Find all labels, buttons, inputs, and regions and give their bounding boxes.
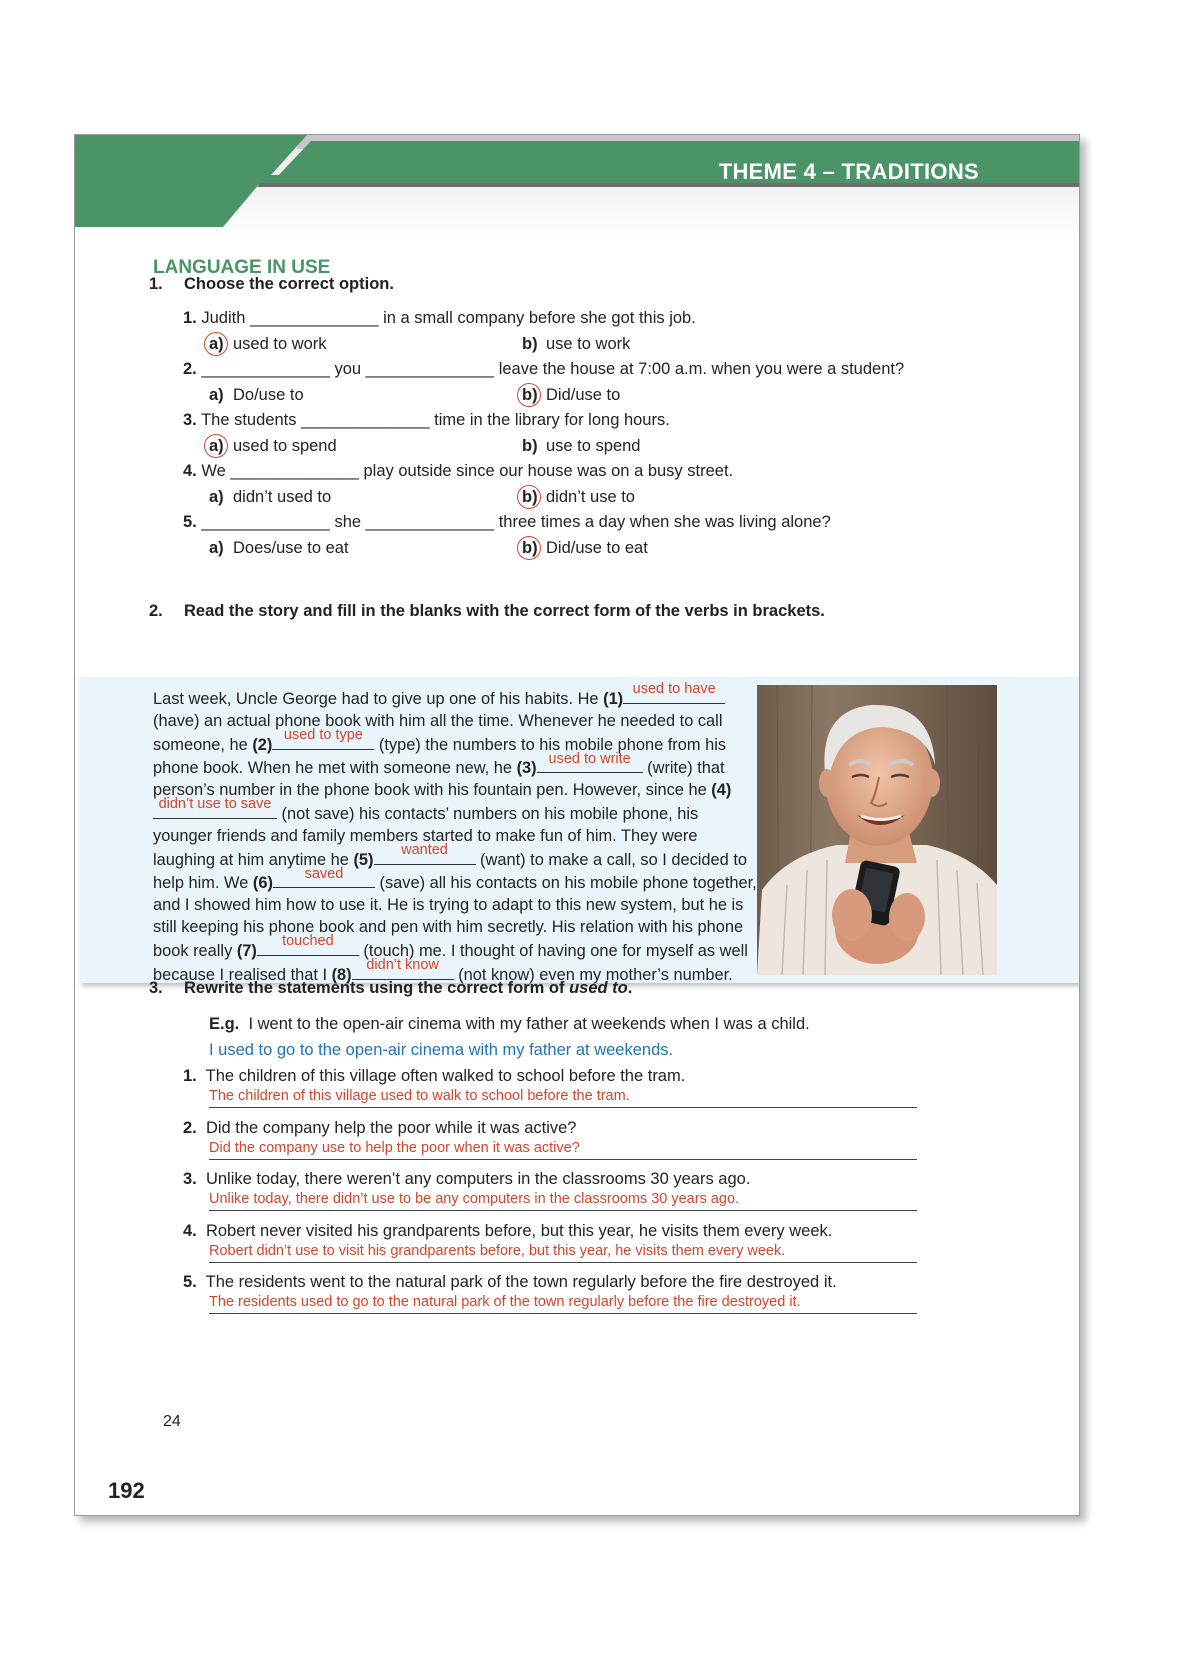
ex3-instruction	[184, 979, 632, 998]
option-text: didn’t used to	[233, 488, 332, 506]
banner-graphic	[75, 135, 1079, 239]
story-segment: (save) all his contacts on his mobile phone together, and I showed him how to use it. He is trying to adapt to this new system, but he is still keeping his phone book and pen with him secretly. His relation with his phone book really	[153, 874, 757, 960]
blank-4[interactable]	[153, 796, 277, 819]
answer-4: didn’t use to save	[158, 796, 272, 813]
theme-banner	[75, 135, 1079, 239]
question-text: Did the company help the poor while it was active?	[205, 1119, 577, 1137]
story-segment: (type) the numbers to his mobile phone from his phone book. When he met with someone new, he	[153, 735, 727, 778]
question-mid: she	[334, 513, 362, 531]
blank-3[interactable]	[537, 750, 643, 773]
ex3-question	[183, 1170, 750, 1189]
ex3-question	[183, 1273, 837, 1292]
example-label: E.g.	[209, 1015, 240, 1033]
question-post: play outside since our house was on a busy street.	[363, 462, 734, 480]
blank-number: (5)	[353, 850, 374, 869]
blank-1[interactable]	[623, 681, 725, 704]
ex3-answer-line[interactable]: The residents used to go to the natural park of the town regularly before the fire destroyed it.	[209, 1293, 917, 1314]
option-label: b)	[522, 335, 538, 353]
ex3-example	[209, 1015, 810, 1034]
ex1-instruction: Choose the correct option.	[184, 275, 394, 293]
option-label: a)	[209, 335, 233, 354]
ex1-option-b[interactable]	[522, 335, 630, 354]
question-number: 3.	[183, 1170, 197, 1188]
question-blank[interactable]: ______________	[301, 411, 430, 429]
blank-number: (4)	[711, 781, 732, 800]
story-text	[153, 681, 758, 986]
story-segment: (want) to make a call, so I decided to help him. We	[153, 850, 747, 893]
example-answer: I used to go to the open-air cinema with my father at weekends.	[209, 1041, 674, 1059]
story-segment: (have) an actual phone book with him all the time. Whenever he needed to call someone, he	[153, 711, 723, 754]
ex1-option-a[interactable]	[209, 335, 327, 354]
option-text: use to work	[546, 335, 631, 353]
ex1-option-b[interactable]	[522, 539, 648, 558]
ex1-question	[183, 360, 904, 379]
story-segment: (touch) me. I thought of having one for myself as well because I realised that I	[153, 941, 748, 984]
ex1-question	[183, 411, 670, 430]
option-label: b)	[522, 437, 538, 455]
blank-number: (7)	[236, 941, 257, 960]
ex3-answer-line[interactable]: Did the company use to help the poor when it was active?	[209, 1139, 917, 1160]
option-text: used to spend	[233, 437, 337, 455]
option-label: a)	[209, 488, 224, 506]
question-post: three times a day when she was living alone?	[498, 513, 831, 531]
ex3-answer-line[interactable]: The children of this village used to walk to school before the tram.	[209, 1087, 917, 1108]
answer-8: didn’t know	[366, 956, 439, 973]
question-mid: you	[334, 360, 362, 378]
theme-title: THEME 4 – TRADITIONS	[718, 159, 979, 184]
option-text: used to work	[233, 335, 327, 353]
question-pre: We	[201, 462, 226, 480]
story-segment: (not save) his contacts’ numbers on his mobile phone, his younger friends and family members started to make fun of him. They were laughing at him anytime he	[153, 804, 699, 869]
blank-2[interactable]	[272, 726, 374, 750]
question-text: The children of this village often walked to school before the tram.	[205, 1067, 686, 1085]
ex1-option-a[interactable]	[209, 386, 304, 405]
answer-5: wanted	[401, 841, 448, 858]
worksheet-page	[74, 134, 1080, 1516]
option-label: a)	[209, 386, 224, 404]
question-blank[interactable]: ______________	[201, 360, 330, 378]
blank-number: (3)	[516, 759, 537, 778]
question-number: 1.	[183, 309, 197, 327]
outer-page-number: 192	[108, 1478, 145, 1503]
ex3-question	[183, 1067, 685, 1086]
question-text: The residents went to the natural park of the town regularly before the fire destroyed it.	[205, 1273, 837, 1291]
answer-1: used to have	[632, 681, 716, 698]
section-title: LANGUAGE IN USE	[153, 257, 331, 278]
ex3-instruction-pre: Rewrite the statements using the correct form of	[184, 979, 570, 997]
question-blank[interactable]: ______________	[365, 513, 495, 531]
question-number: 4.	[183, 462, 197, 480]
ex2-instruction: Read the story and fill in the blanks with the correct form of the verbs in brackets.	[184, 602, 825, 620]
option-text: Did/use to	[546, 386, 621, 404]
ex3-question	[183, 1119, 576, 1138]
question-blank[interactable]: ______________	[249, 309, 379, 327]
answer-6: saved	[304, 865, 344, 882]
question-post: leave the house at 7:00 a.m. when you were a student?	[498, 360, 905, 378]
question-number: 3.	[183, 411, 197, 429]
option-text: Did/use to eat	[546, 539, 648, 557]
story-segment: (write) that person’s number in the phone book with his fountain pen. However, since he	[153, 759, 725, 800]
question-number: 5.	[183, 513, 197, 531]
option-text: use to spend	[546, 437, 641, 455]
example-sentence: I went to the open-air cinema with my father at weekends when I was a child.	[248, 1015, 810, 1033]
option-label: a)	[209, 539, 224, 557]
answer-2: used to type	[283, 726, 363, 743]
option-text: didn’t use to	[546, 488, 635, 506]
question-blank[interactable]: ______________	[365, 360, 495, 378]
ex3-number: 3.	[149, 979, 163, 997]
question-post: in a small company before she got this job.	[383, 309, 696, 327]
blank-5[interactable]	[374, 841, 476, 865]
ex3-instruction-post: .	[627, 979, 633, 997]
ex1-question	[183, 513, 831, 532]
ex1-option-a[interactable]	[209, 488, 331, 507]
question-blank[interactable]: ______________	[230, 462, 359, 480]
ex1-option-b[interactable]	[522, 437, 641, 456]
ex1-option-a[interactable]	[209, 437, 337, 456]
blank-number: (8)	[331, 965, 352, 984]
option-label: a)	[209, 437, 233, 456]
question-pre: The students	[201, 411, 297, 429]
blank-number: (1)	[603, 690, 624, 708]
ex1-number: 1.	[149, 275, 163, 293]
question-number: 5.	[183, 1273, 197, 1291]
question-number: 2.	[183, 360, 197, 378]
ex1-option-b[interactable]	[522, 488, 635, 507]
blank-7[interactable]	[257, 932, 359, 956]
question-blank[interactable]: ______________	[201, 513, 330, 531]
answer-7: touched	[282, 932, 334, 949]
ex3-instruction-em: used to	[569, 979, 628, 997]
question-text: Unlike today, there weren’t any computers in the classrooms 30 years ago.	[205, 1170, 751, 1188]
ex1-question	[183, 309, 696, 328]
question-number: 4.	[183, 1222, 197, 1240]
option-label: b)	[522, 539, 546, 558]
inner-page-number: 24	[163, 1413, 181, 1430]
ex1-option-b[interactable]	[522, 386, 620, 405]
ex3-answer-line[interactable]: Robert didn’t use to visit his grandparents before, but this year, he visits them every week.	[209, 1242, 917, 1263]
blank-number: (2)	[252, 735, 273, 754]
blank-8[interactable]	[352, 956, 454, 980]
question-number: 2.	[183, 1119, 197, 1137]
option-text: Does/use to eat	[233, 539, 349, 557]
story-segment: Last week, Uncle George had to give up one of his habits. He	[153, 690, 604, 708]
ex3-answer-line[interactable]: Unlike today, there didn’t use to be any computers in the classrooms 30 years ago.	[209, 1190, 917, 1211]
blank-number: (6)	[252, 874, 273, 893]
question-post: time in the library for long hours.	[434, 411, 670, 429]
ex2-number: 2.	[149, 602, 163, 620]
option-label: b)	[522, 386, 546, 405]
story-segment: (not know) even my mother’s number.	[453, 965, 733, 984]
option-label: b)	[522, 488, 546, 507]
ex1-question	[183, 462, 733, 481]
ex1-option-a[interactable]	[209, 539, 349, 558]
option-text: Do/use to	[233, 386, 304, 404]
ex3-question	[183, 1222, 832, 1241]
story-box	[79, 677, 1079, 983]
question-number: 1.	[183, 1067, 197, 1085]
elderly-man-with-phone-photo	[757, 685, 997, 975]
answer-3: used to write	[548, 750, 631, 767]
question-pre: Judith	[201, 309, 246, 327]
question-text: Robert never visited his grandparents before, but this year, he visits them every week.	[205, 1222, 833, 1240]
blank-6[interactable]	[273, 865, 375, 888]
